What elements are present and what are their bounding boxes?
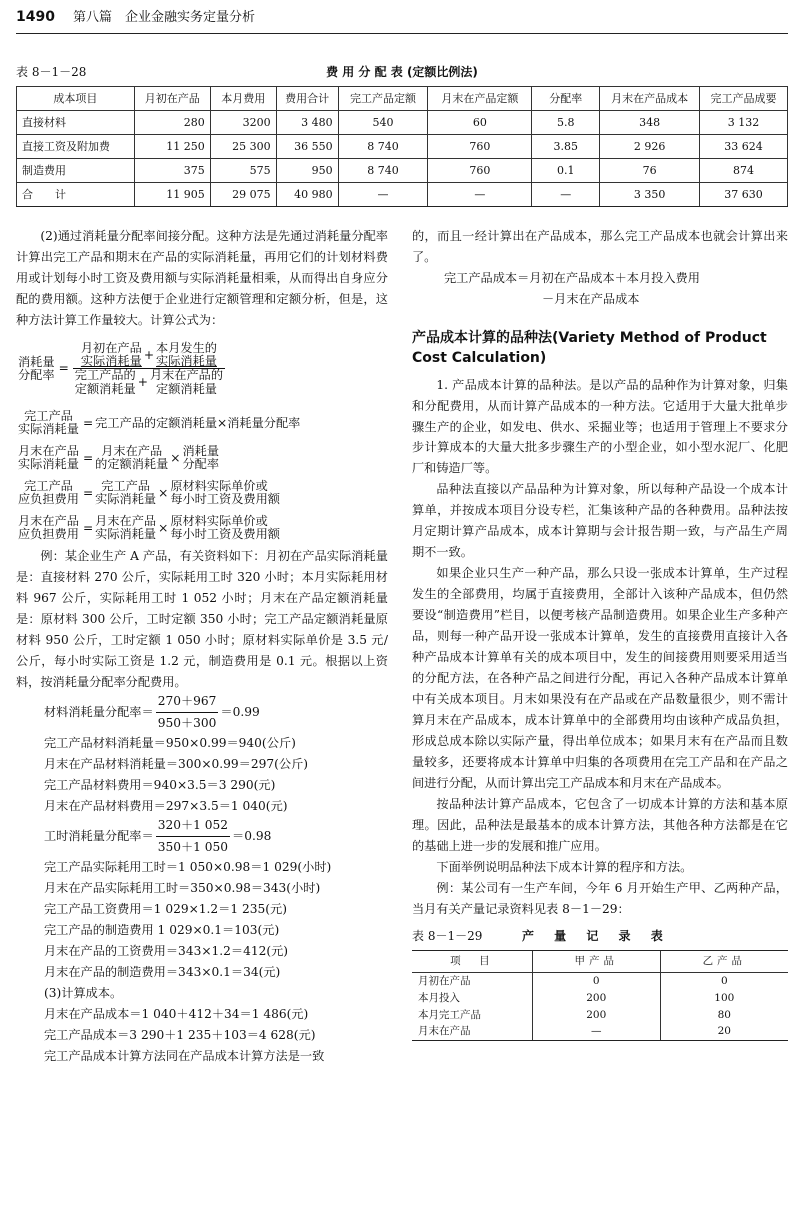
table-cell: 25 300 (210, 135, 276, 159)
table-cell: 348 (600, 111, 700, 135)
production-record-table (412, 950, 788, 1041)
formula-wip-cost: 月末在产品 应负担费用 = 月末在产品 实际消耗量 × 原材料实际单价或 每小时工资及费用额 (18, 514, 280, 542)
calc-line: 月末在产品成本＝1 040＋412＋34＝1 486(元) (44, 1006, 309, 1021)
table-cell: — (338, 183, 428, 207)
table-cell: 20 (660, 1024, 788, 1041)
table-cell: 40 980 (276, 183, 338, 207)
paragraph: 如果企业只生产一种产品，那么只设一张成本计算单，生产过程发生的全部费用，均属于直接费用，全部计入该种产品成本，但仍然要设“制造费用”栏目，以便考核产品制造费用。如果企业生产多种产品，则每一种产品开设一张成本计算单，发生的直接费用直接计入各种产品成本计算单有关的成本项目中，发生的间接费用则要采用适当的分配方法，在各种产品之间进行分配，再记入各种产品成本计算单中有关成本项目。月末如果没有在产品或在产品数量很少，则不需计算月末在产品成本，成本计算单中的全部费用均由该种产成品负担，形成总成本除以实际产量，得出单位成本；如果月末有在产品而且数量较多，还要将成本计算单中归集的各项费用在完工产品和在产品之间进行分配，从而计算出完工产品成本和月末在产品成本。 (412, 566, 788, 791)
formula-text: 分配率 (182, 457, 220, 472)
table-header: 完工产品成要 (700, 87, 788, 111)
calc-line: 完工产品成本计算方法同在产品成本计算方法是一致 (44, 1048, 325, 1063)
table-cell: 80 (660, 1007, 788, 1024)
table-header: 乙产品 (660, 951, 788, 973)
table-cell: — (532, 183, 600, 207)
table-cell: 0 (660, 973, 788, 990)
formula-text: 的定额消耗量 (95, 457, 169, 472)
formula-text: 原材料实际单价或 (170, 479, 268, 493)
formula-line: －月末在产品成本 (542, 291, 640, 306)
table-cell: 100 (660, 990, 788, 1007)
formula-text: 应负担费用 (18, 527, 79, 542)
table-header: 月初在产品 (134, 87, 210, 111)
formula-text: 完工产品 (101, 479, 150, 493)
formula-text: 320＋1 052 (157, 818, 229, 833)
table-cell: 合 计 (17, 183, 135, 207)
table-row (17, 159, 788, 183)
right-column (412, 226, 788, 1041)
table-header: 甲产品 (532, 951, 660, 973)
table-header: 月末在产品成本 (600, 87, 700, 111)
calc-line: 完工产品实际耗用工时＝1 050×0.98＝1 029(小时) (44, 859, 332, 874)
table-row (412, 973, 788, 990)
formula-text: 每小时工资及费用额 (170, 492, 280, 507)
table-cell: 950 (276, 159, 338, 183)
example-paragraph: 例：某企业生产 A 产品，有关资料如下：月初在产品实际消耗量是：直接材料 270 公斤，实际耗用工时 320 小时；本月实际耗用材料 967 公斤，实际耗用工时 1 052 小时；月末在产品定额消耗量是：原材料 300 公斤，工时定额 350 小时；完工产品定额消耗量原材料 950 公斤，工时定额 1 050 小时；原材料实际单价是 3.5 元/公斤，每小时实际工资是 1.2 元，制造费用是 0.1 元。根据以上资料，按消耗量分配率分配费用。 (16, 548, 388, 689)
formula-text: 每小时工资及费用额 (170, 527, 280, 542)
calc-line: 月末在产品实际耗用工时＝350×0.98＝343(小时) (44, 880, 321, 895)
table2-number: 表 8－1－29 (412, 929, 483, 944)
paragraph: 的，而且一经计算出在产品成本，那么完工产品成本也就会计算出来了。 (412, 229, 788, 264)
table-header: 成本项目 (17, 87, 135, 111)
table-cell: 本月投入 (418, 991, 460, 1004)
formula-text: 材料消耗量分配率＝ (44, 705, 154, 720)
table-cell: 0.1 (532, 159, 600, 183)
formula-text: 实际消耗量 (18, 422, 79, 437)
formula-text: 工时消耗量分配率＝ (44, 829, 154, 844)
formula-line: 完工产品成本＝月初在产品成本＋本月投入费用 (444, 270, 700, 285)
formula-text: 月末在产品的 (149, 368, 224, 383)
table-cell: 280 (134, 111, 210, 135)
table-cell: 月末在产品 (412, 1024, 532, 1041)
table-header: 月末在产品定额 (428, 87, 532, 111)
formula-text: 定额消耗量 (156, 381, 217, 396)
table-cell: 11 250 (134, 135, 210, 159)
calc-line: 完工产品成本＝3 290＋1 235＋103＝4 628(元) (44, 1027, 316, 1042)
running-title: 第八篇 企业金融实务定量分析 (72, 9, 255, 25)
table-header-row (412, 951, 788, 973)
table-cell: 760 (428, 135, 532, 159)
table-cell: 11 905 (134, 183, 210, 207)
paragraph: 下面举例说明品种法下成本计算的程序和方法。 (436, 860, 693, 875)
table-cell: 76 (600, 159, 700, 183)
table-cell: — (428, 183, 532, 207)
paragraph: 按品种法计算产品成本，它包含了一切成本计算的方法和基本原理。因此，品种法是最基本的成本计算方法，其他各种方法都是在它的基础上进一步的发展和推广应用。 (412, 797, 788, 854)
table-cell: 本月完工产品 (418, 1008, 481, 1021)
calc-line: 月末在产品的制造费用＝343×0.1＝34(元) (44, 964, 281, 979)
formula-text: 月末在产品 (18, 444, 79, 458)
formula-text: 分配率 (18, 367, 55, 382)
table-header: 项 目 (412, 951, 532, 973)
table-cell: 2 926 (600, 135, 700, 159)
formula-text: 实际消耗量 (156, 354, 217, 368)
calc-line: 完工产品工资费用＝1 029×1.2＝1 235(元) (44, 901, 287, 916)
paragraph: (2)通过消耗量分配率间接分配。这种方法是先通过消耗量分配率计算出完工产品和期末在产品的实际消耗量，再用它们的计划材料费用或计划每小时工资及费用额与实际消耗量相乘，从而得出自身应分配的费用额。这种方法便于企业进行定额管理和定额分析，但是，这种方法计算工作量较大。计算公式为： (16, 229, 388, 327)
table-cell: 月初在产品 (418, 974, 471, 987)
formula-text: 月末在产品 (18, 514, 79, 528)
formula-text: 消耗量 (18, 354, 55, 369)
formula-text: 完工产品的定额消耗量×消耗量分配率 (95, 415, 301, 430)
table-cell: 540 (338, 111, 428, 135)
formula-finished-consumption: 完工产品 实际消耗量 = 完工产品的定额消耗量×消耗量分配率 (18, 409, 301, 437)
table1-number: 表 8－1－28 (16, 65, 87, 79)
formula-text: 完工产品 (24, 409, 73, 423)
calc-line: 完工产品的制造费用 1 029×0.1＝103(元) (44, 922, 280, 937)
table-cell: 制造费用 (17, 159, 135, 183)
table2-caption (412, 926, 788, 946)
formula-text: 完工产品的 (74, 368, 136, 383)
table-cell: 3 132 (700, 111, 788, 135)
calc-material-rate (16, 693, 388, 733)
table-cell: 200 (532, 1007, 660, 1024)
formula-text: 实际消耗量 (18, 457, 79, 472)
table-cell: 5.8 (532, 111, 600, 135)
table-cell: 3200 (210, 111, 276, 135)
formula-consumption-rate: 消耗量 分配率 = 月初在产品 实际消耗量 + 本月发生的 实际消耗量 完工产品的 定额消耗量 + 月末在产品的 定额消耗量 (18, 340, 224, 396)
formula-text: ＝0.98 (232, 829, 272, 844)
table1-title: 费 用 分 配 表 (定额比例法) (326, 65, 478, 79)
table-header: 费用合计 (276, 87, 338, 111)
table-row (412, 990, 788, 1007)
formula-text: 月初在产品 (80, 340, 142, 355)
calc-line: 月末在产品材料消耗量＝300×0.99＝297(公斤) (44, 756, 309, 771)
table-cell: 33 624 (700, 135, 788, 159)
formula-text: 270＋967 (157, 694, 217, 709)
formula-text: 950＋300 (157, 716, 217, 731)
formula-text: 月末在产品 (101, 444, 163, 458)
table-cell: — (532, 1024, 660, 1041)
table-cell: 8 740 (338, 159, 428, 183)
table-header-row (17, 87, 788, 111)
table-cell: 37 630 (700, 183, 788, 207)
formula-text: 实际消耗量 (95, 492, 157, 507)
table-cell: 874 (700, 159, 788, 183)
page-header (16, 8, 788, 34)
formula-text: 应负担费用 (18, 492, 79, 507)
table-cell: 3 480 (276, 111, 338, 135)
calc-line: 月末在产品的工资费用＝343×1.2＝412(元) (44, 943, 289, 958)
cost-allocation-table (16, 86, 788, 207)
paragraph: 品种法直接以产品品种为计算对象，所以每种产品设一个成本计算单，并按成本项目分设专栏，汇集该种产品的各种费用。品种法按月定期计算产品成本，成本计算期与会计报告期一致，与产品生产周期不一致。 (412, 482, 788, 560)
table-cell: 200 (532, 990, 660, 1007)
calc-line: (3)计算成本。 (44, 985, 123, 1000)
table-cell: 29 075 (210, 183, 276, 207)
table-cell: 3 350 (600, 183, 700, 207)
calc-line: 完工产品材料费用＝940×3.5＝3 290(元) (44, 777, 276, 792)
table2-title: 产 量 记 录 表 (522, 929, 671, 944)
table-header: 本月费用 (210, 87, 276, 111)
paragraph: 例：某公司有一生产车间，今年 6 月开始生产甲、乙两种产品，当月有关产量记录资料见表 8－1－29： (412, 881, 788, 917)
formula-text: 实际消耗量 (80, 354, 142, 368)
table-cell: 直接材料 (17, 111, 135, 135)
table-cell: 375 (134, 159, 210, 183)
formula-text: 本月发生的 (156, 340, 217, 355)
table-cell: 直接工资及附加费 (17, 135, 135, 159)
formula-text: 原材料实际单价或 (170, 514, 268, 528)
table-row (17, 135, 788, 159)
table-cell: 0 (532, 973, 660, 990)
formula-text: 完工产品 (24, 479, 73, 493)
table-row (17, 111, 788, 135)
table-cell: 8 740 (338, 135, 428, 159)
calc-line: 完工产品材料消耗量＝950×0.99＝940(公斤) (44, 735, 296, 750)
table-header: 完工产品定额 (338, 87, 428, 111)
formula-text: 月末在产品 (95, 514, 157, 528)
table-row (412, 1024, 788, 1041)
calc-line: 月末在产品材料费用＝297×3.5＝1 040(元) (44, 798, 288, 813)
formula-text: ＝0.99 (220, 705, 260, 720)
table-cell: 36 550 (276, 135, 338, 159)
paragraph: 1. 产品成本计算的品种法。是以产品的品种作为计算对象，归集和分配费用，从而计算产品成本的一种方法。它适用于大量大批单步骤生产的企业，如发电、供水、采掘业等；也适用于管理上不要求分步计算成本的大量大批多步骤生产的小型企业，如小型水泥厂、化肥厂和铸造厂等。 (412, 377, 788, 476)
formula-wip-consumption: 月末在产品 实际消耗量 = 月末在产品 的定额消耗量 × 消耗量 分配率 (18, 444, 220, 472)
table-row-total (17, 183, 788, 207)
formula-text: 消耗量 (182, 444, 220, 458)
left-column (16, 226, 388, 1067)
table-header: 分配率 (532, 87, 600, 111)
section-heading: 产品成本计算的品种法(Variety Method of Product Cost Calculation) (412, 329, 767, 367)
page-number: 1490 (16, 8, 55, 25)
formula-text: 定额消耗量 (74, 381, 136, 396)
table-cell: 760 (428, 159, 532, 183)
table-cell: 3.85 (532, 135, 600, 159)
table1-caption (16, 62, 788, 82)
table-cell: 60 (428, 111, 532, 135)
formula-finished-cost: 完工产品 应负担费用 = 完工产品 实际消耗量 × 原材料实际单价或 每小时工资及费用额 (18, 479, 280, 507)
formula-text: 350＋1 050 (157, 840, 229, 855)
table-row (412, 1007, 788, 1024)
formula-text: 实际消耗量 (95, 527, 157, 542)
table-cell: 575 (210, 159, 276, 183)
calc-hours-rate (16, 817, 388, 857)
